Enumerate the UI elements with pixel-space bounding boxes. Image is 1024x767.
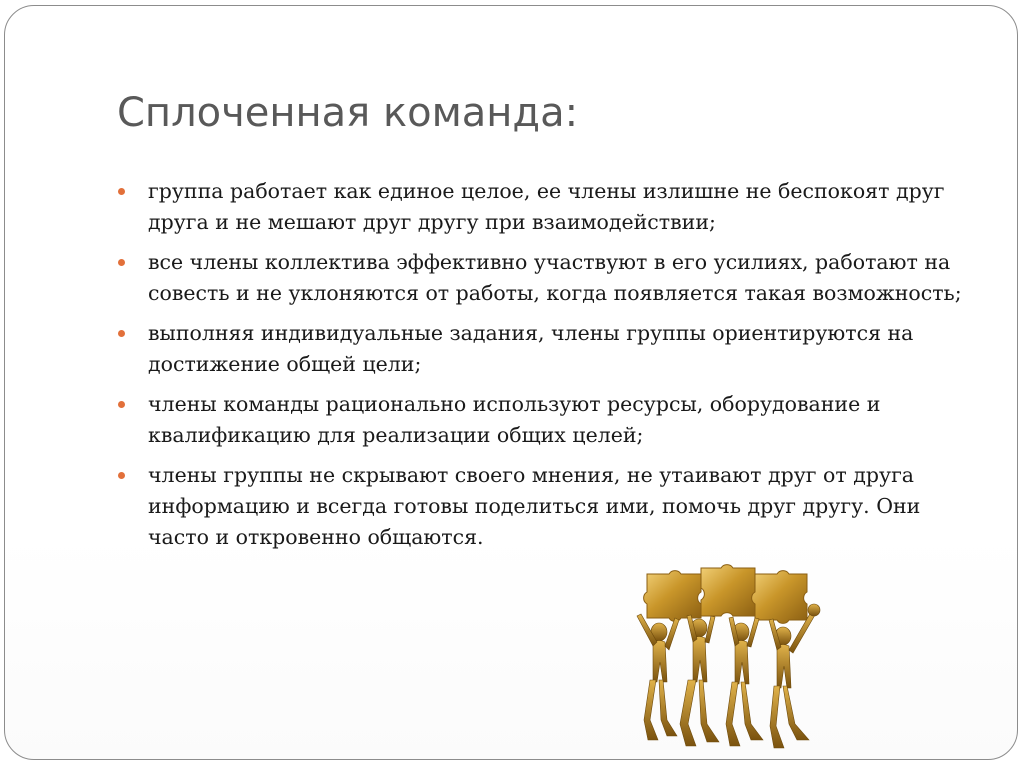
bullet-marker-icon — [118, 401, 125, 408]
bullet-item — [115, 247, 975, 309]
bullet-list — [115, 176, 975, 562]
bullet-text: все члены коллектива эффективно участвуют в его усилиях, работают на совесть и не уклоняются от работы, когда появляется такая возможность; — [148, 250, 962, 305]
bullet-text: члены группы не скрывают своего мнения, не утаивают друг от друга информацию и всегда готовы поделиться ими, помочь друг другу. Они часто и откровенно общаются. — [148, 463, 921, 549]
figure-person — [769, 604, 820, 748]
bullet-marker-icon — [118, 188, 125, 195]
bullet-item — [115, 389, 975, 451]
bullet-text: члены команды рационально используют ресурсы, оборудование и квалификацию для реализации общих целей; — [148, 392, 881, 447]
figure-person — [680, 615, 719, 746]
bullet-text: выполняя индивидуальные задания, члены группы ориентируются на достижение общей цели; — [148, 321, 914, 376]
bullet-marker-icon — [118, 259, 125, 266]
team-carrying-puzzle-icon — [617, 554, 839, 756]
bullet-marker-icon — [118, 472, 125, 479]
figure-person — [637, 614, 679, 740]
bullet-item — [115, 460, 975, 553]
puzzle-pieces — [644, 565, 807, 624]
bullet-item — [115, 176, 975, 238]
slide — [4, 5, 1018, 760]
bullet-text: группа работает как единое целое, ее члены излишне не беспокоят друг друга и не мешают друг другу при взаимодействии; — [148, 179, 945, 234]
figure-person — [726, 617, 763, 746]
bullet-marker-icon — [118, 330, 125, 337]
bullet-item — [115, 318, 975, 380]
slide-title: Сплоченная команда: — [117, 90, 579, 136]
